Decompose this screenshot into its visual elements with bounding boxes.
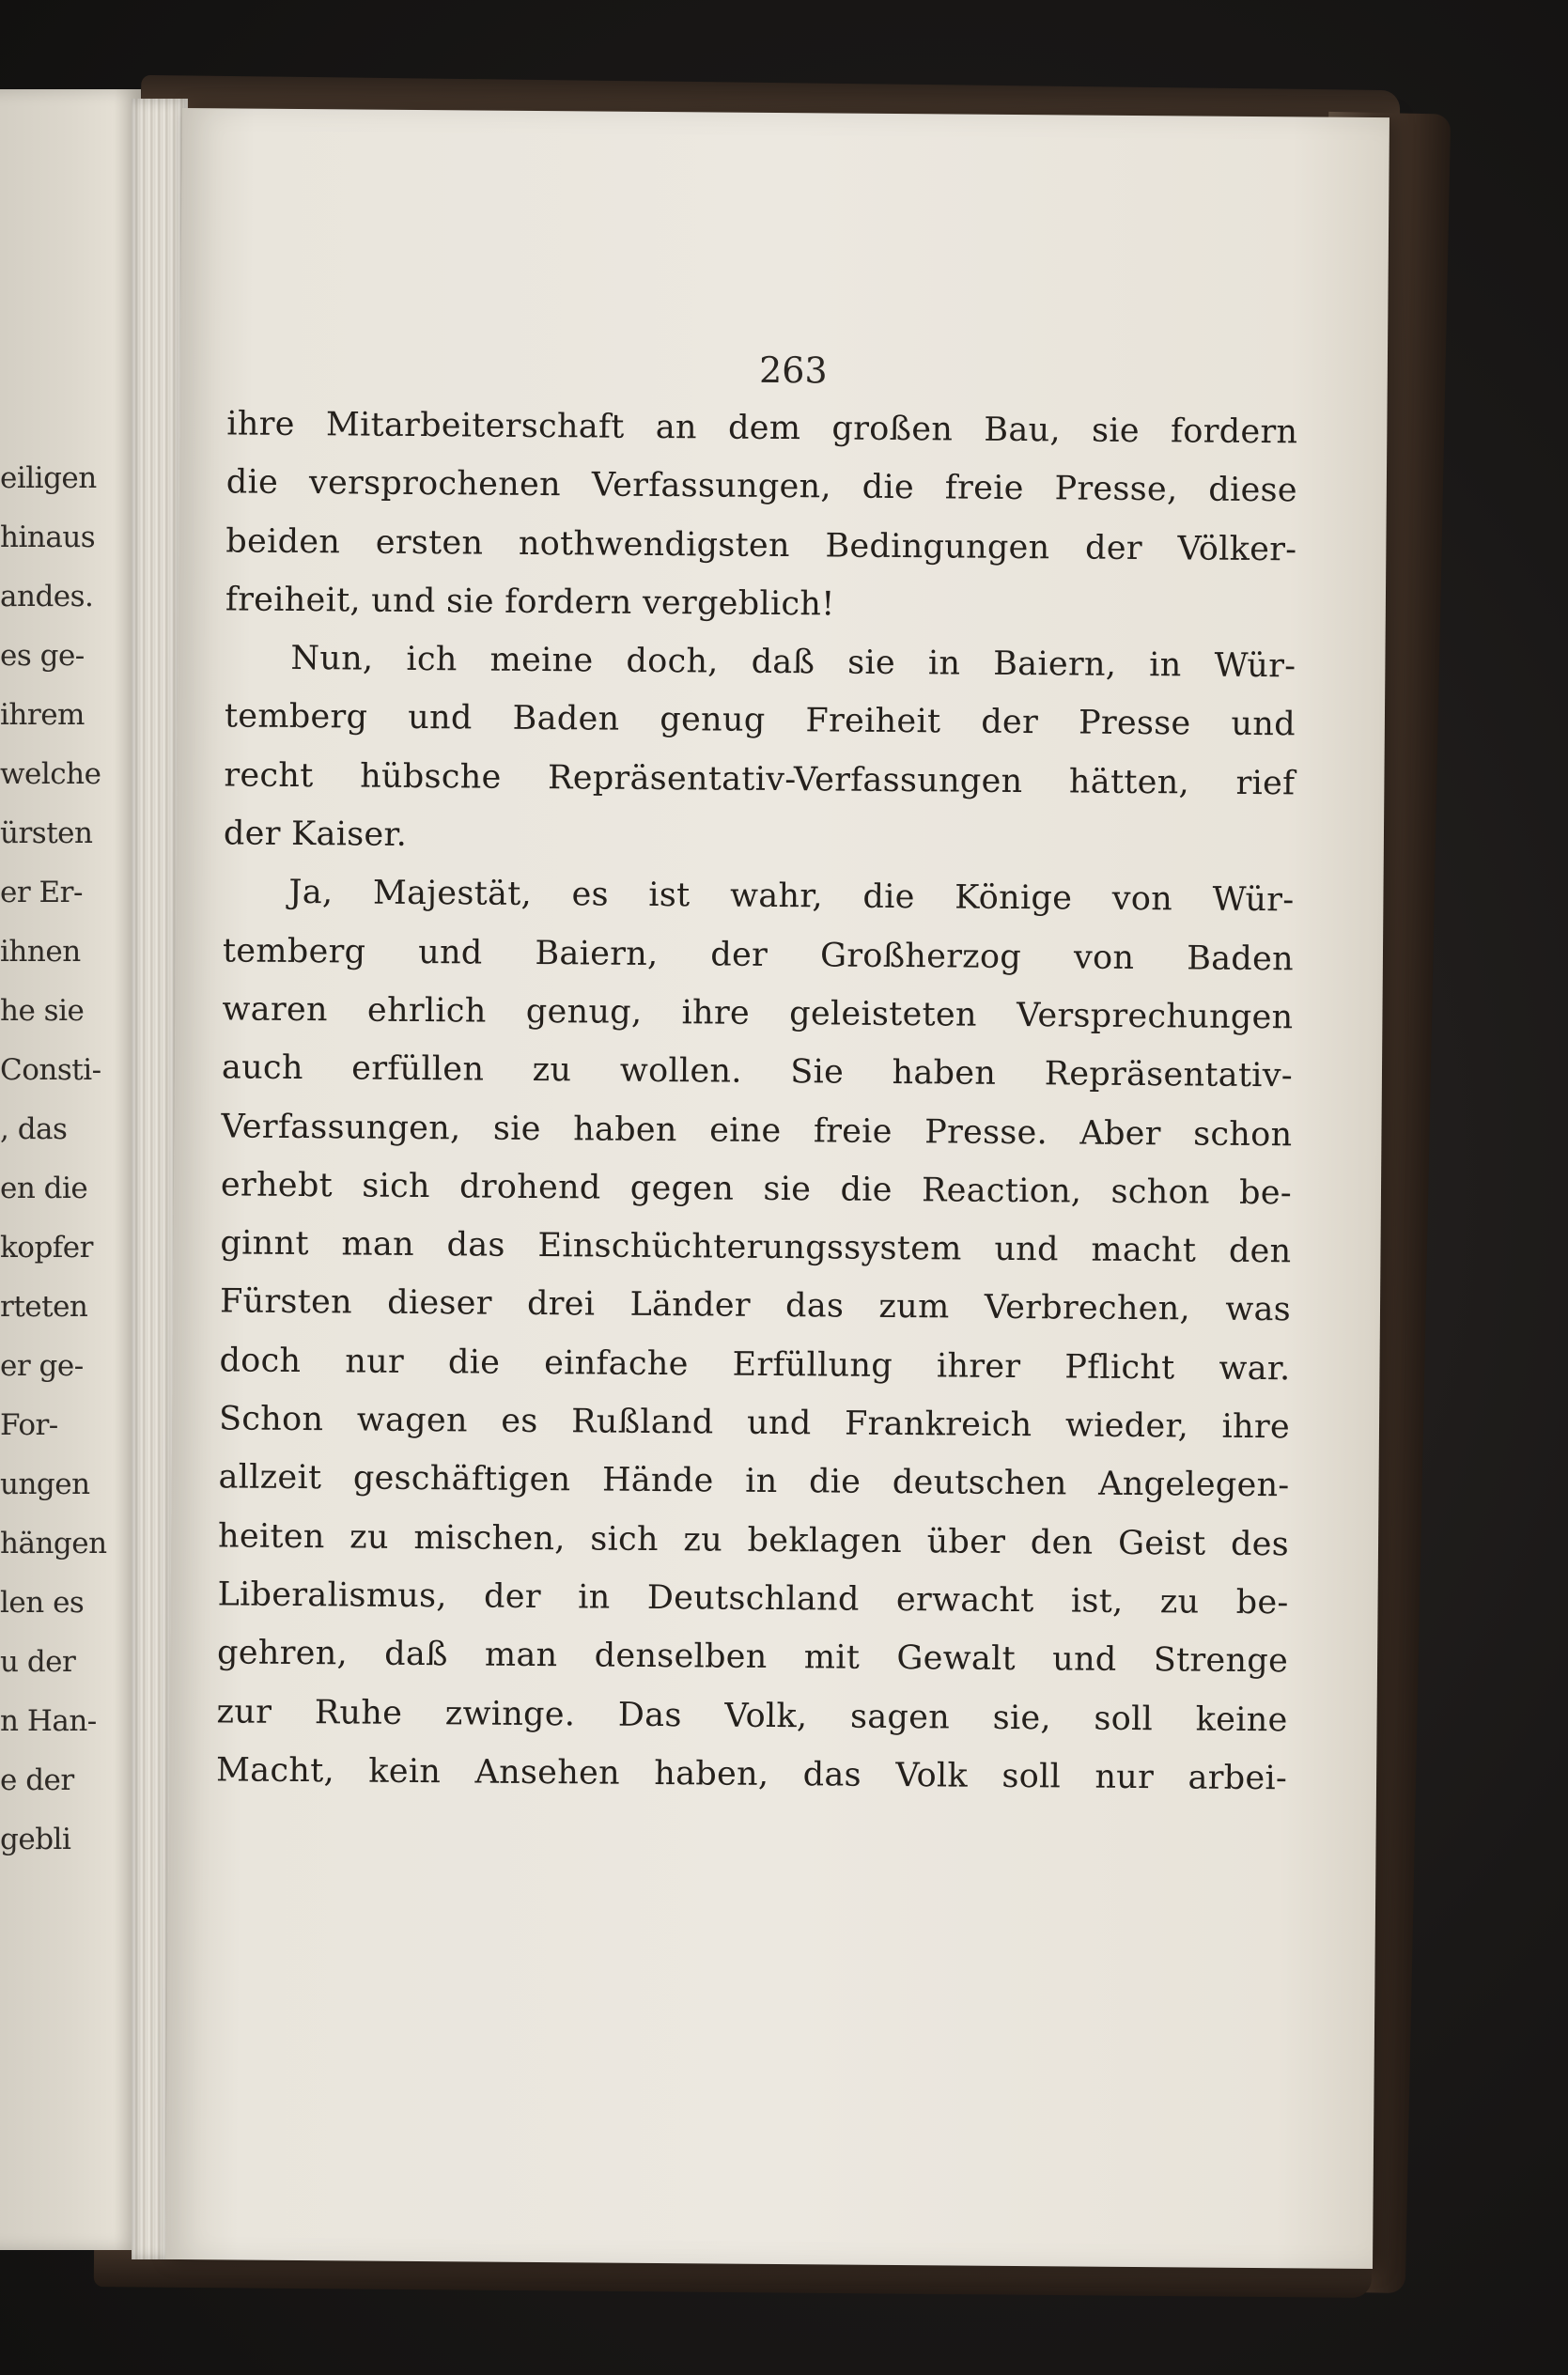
left-line: eiligen xyxy=(0,461,97,495)
left-line: en die xyxy=(0,1172,88,1205)
left-line: ihrem xyxy=(0,698,85,732)
left-line: er Er- xyxy=(0,876,83,909)
left-line: ungen xyxy=(0,1467,90,1501)
left-line: , das xyxy=(0,1112,68,1146)
text-line: Fürsten dieser drei Länder das zum Verbrechen, was xyxy=(219,1282,1292,1329)
left-line: welche xyxy=(0,757,101,791)
text-line: doch nur die einfache Erfüllung ihrer Pflicht war. xyxy=(219,1342,1291,1389)
text-line: Macht, kein Ansehen haben, das Volk soll nur arbei- xyxy=(215,1751,1288,1798)
text-line: Liberalismus, der in Deutschland erwacht ist, zu be- xyxy=(217,1576,1289,1622)
left-line: er ge- xyxy=(0,1349,84,1383)
text-line: recht hübsche Repräsentativ-Verfassungen hätten, rief xyxy=(224,756,1296,803)
text-line: temberg und Baiern, der Großherzog von Baden xyxy=(222,932,1295,978)
text-line: erhebt sich drohend gegen sie die Reaction, schon be- xyxy=(220,1166,1293,1213)
left-line: ürsten xyxy=(0,816,93,850)
left-line: kopfer xyxy=(0,1231,93,1265)
left-line: n Han- xyxy=(0,1704,97,1738)
text-line: temberg und Baden genug Freiheit der Presse und xyxy=(224,697,1296,744)
left-line: he sie xyxy=(0,994,85,1028)
left-line: hängen xyxy=(0,1527,107,1560)
text-line: freiheit, und sie fordern vergeblich! xyxy=(225,581,835,624)
text-line: allzeit geschäftigen Hände in die deutschen Angelegen- xyxy=(218,1458,1290,1505)
text-line: ihre Mitarbeiterschaft an dem großen Bau, sie fordern xyxy=(226,405,1298,452)
left-line: For- xyxy=(0,1408,58,1442)
text-line: heiten zu mischen, sich zu beklagen über den Geist des xyxy=(217,1516,1290,1563)
text-line: der Kaiser. xyxy=(223,815,408,854)
left-line: gebli xyxy=(0,1823,71,1856)
left-line: len es xyxy=(0,1586,85,1620)
text-line: Verfassungen, sie haben eine freie Presse. Aber schon xyxy=(221,1107,1293,1154)
left-line: rteten xyxy=(0,1290,88,1324)
text-line: beiden ersten nothwendigsten Bedingungen der Völker- xyxy=(225,521,1297,568)
text-line: waren ehrlich genug, ihre geleisteten Versprechungen xyxy=(222,990,1294,1037)
text-line: zur Ruhe zwinge. Das Volk, sagen sie, soll keine xyxy=(216,1692,1288,1739)
left-page-text xyxy=(0,449,132,1870)
left-line: hinaus xyxy=(0,520,96,554)
left-line: e der xyxy=(0,1763,74,1797)
text-line: gehren, daß man denselben mit Gewalt und Strenge xyxy=(216,1634,1289,1681)
left-line: ihnen xyxy=(0,935,81,969)
text-line: ginnt man das Einschüchterungssystem und macht den xyxy=(220,1224,1292,1271)
text-line: Nun, ich meine doch, daß sie in Baiern, in Wür- xyxy=(290,640,1296,686)
text-line: auch erfüllen zu wollen. Sie haben Repräsentativ- xyxy=(221,1048,1294,1095)
left-line: es ge- xyxy=(0,639,85,673)
left-page xyxy=(0,89,141,2250)
page-body-text xyxy=(216,395,1298,1808)
text-line: die versprochenen Verfassungen, die freie Presse, diese xyxy=(225,463,1298,510)
left-line: Consti- xyxy=(0,1053,101,1087)
left-line: u der xyxy=(0,1645,76,1679)
left-line: andes. xyxy=(0,580,94,613)
text-line: Schon wagen es Rußland und Frankreich wieder, ihre xyxy=(218,1400,1291,1447)
page-number: 263 xyxy=(758,349,828,392)
right-page xyxy=(165,108,1389,2269)
text-line: Ja, Majestät, es ist wahr, die Könige von Wür- xyxy=(288,874,1295,920)
